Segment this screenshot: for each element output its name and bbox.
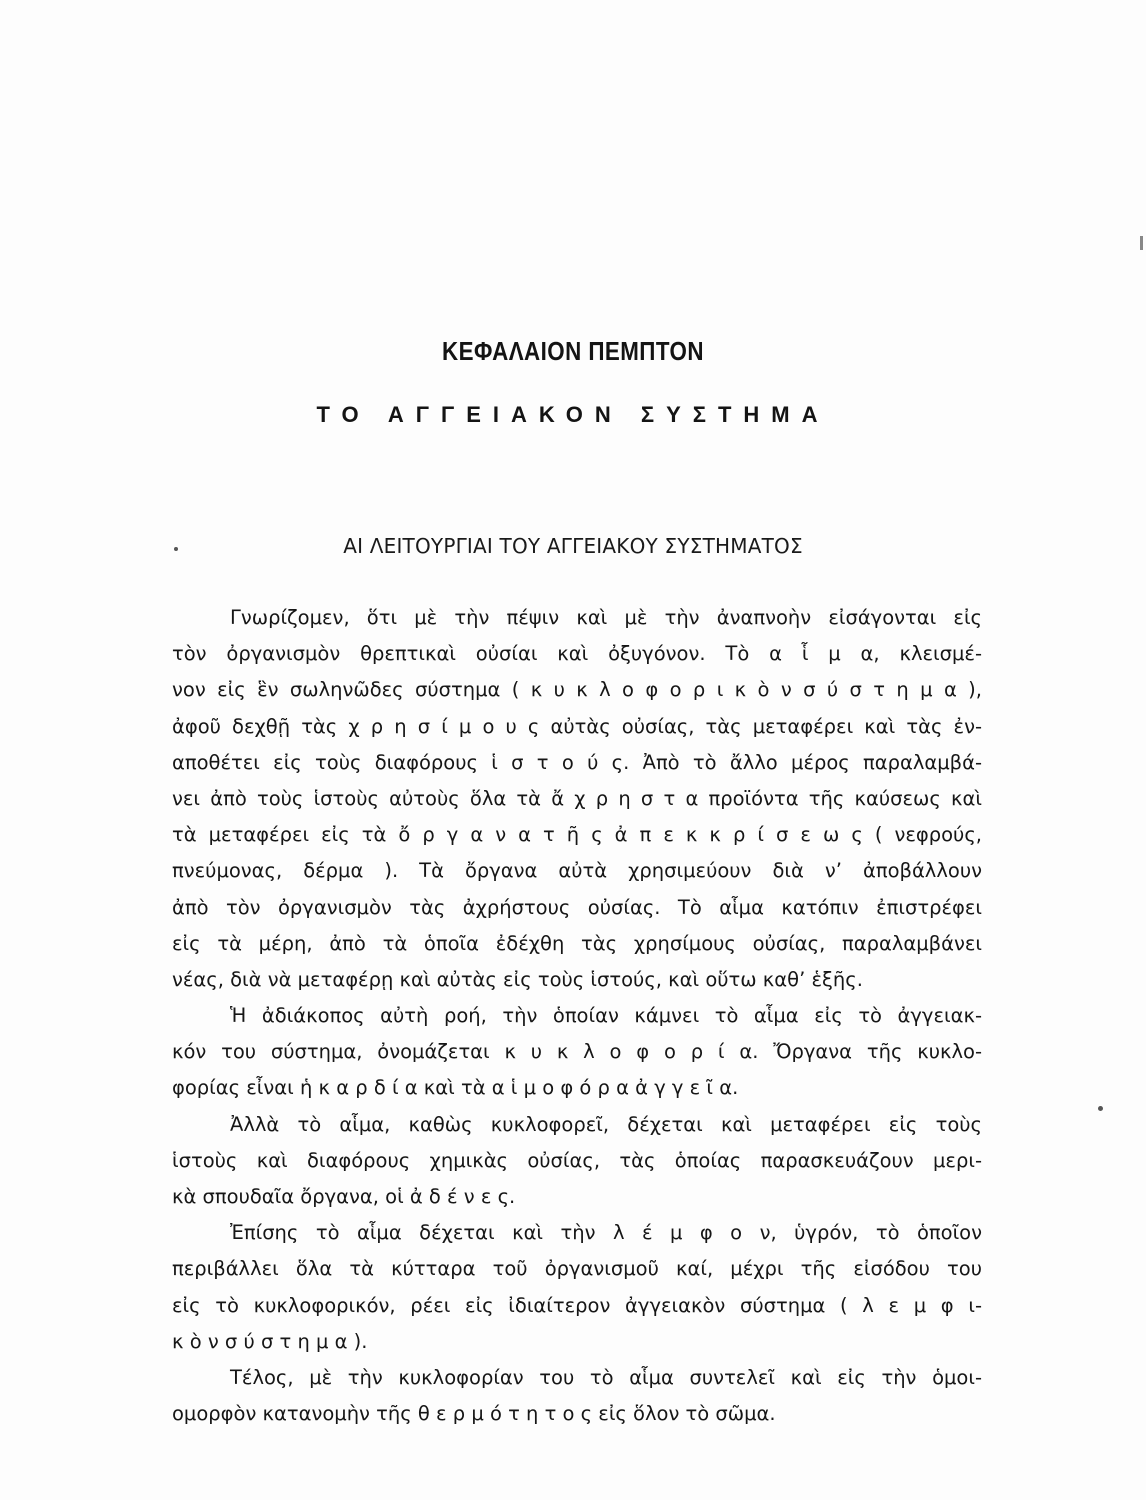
- text-line: ἀφοῦ δεχθῇ τὰς χ ρ η σ ί μ ο υ ς αὐτὰς οὐσίας, τὰς μεταφέρει καὶ τὰς ἐν-: [172, 714, 982, 738]
- page-edge-mark: [1140, 236, 1143, 250]
- chapter-title: ΚΕΦΑΛΑΙΟΝ ΠΕΜΠΤΟΝ: [442, 336, 704, 366]
- text-line: πνεύμονας, δέρμα ). Τὰ ὄργανα αὐτὰ χρησιμεύουν διὰ ν’ ἀποβάλλουν: [172, 859, 982, 883]
- text-line: εἰς τὸ κυκλοφορικόν, ρέει εἰς ἰδιαίτερον ἀγγειακὸν σύστημα ( λ ε μ φ ι-: [172, 1293, 982, 1317]
- section-title: ΤΟ ΑΓΓΕΙΑΚΟΝ ΣΥΣΤΗΜΑ: [316, 402, 830, 427]
- text-line: νει ἀπὸ τοὺς ἱστοὺς αὐτοὺς ὅλα τὰ ἄ χ ρ η σ τ α προϊόντα τῆς καύσεως καὶ: [172, 786, 982, 810]
- text-line: τὸν ὀργανισμὸν θρεπτικαὶ οὐσίαι καὶ ὀξυγόνον. Τὸ α ἷ μ α, κλεισμέ-: [172, 642, 982, 666]
- text-line: Ἀλλὰ τὸ αἷμα, καθὼς κυκλοφορεῖ, δέχεται καὶ μεταφέρει εἰς τοὺς: [230, 1112, 982, 1136]
- text-line: ἱστοὺς καὶ διαφόρους χημικὰς οὐσίας, τὰς ὁποίας παρασκευάζουν μερι-: [172, 1148, 982, 1172]
- text-line: τὰ μεταφέρει εἰς τὰ ὄ ρ γ α ν α τ ῆ ς ἀ π ε κ κ ρ ί σ ε ω ς ( νεφρούς,: [172, 823, 982, 847]
- print-speck: [1098, 1106, 1103, 1111]
- text-line: εἰς τὰ μέρη, ἀπὸ τὰ ὁποῖα ἐδέχθη τὰς χρησίμους οὐσίας, παραλαμβάνει: [172, 931, 982, 955]
- subsection-title: ΑΙ ΛΕΙΤΟΥΡΓΙΑΙ ΤΟΥ ΑΓΓΕΙΑΚΟΥ ΣΥΣΤΗΜΑΤΟΣ: [343, 534, 803, 558]
- text-line: Γνωρίζομεν, ὅτι μὲ τὴν πέψιν καὶ μὲ τὴν ἀναπνοὴν εἰσάγονται εἰς: [230, 606, 982, 629]
- body-text: [172, 600, 982, 1432]
- text-line: αποθέτει εἰς τοὺς διαφόρους ἱ σ τ ο ύ ς. Ἀπὸ τὸ ἄλλο μέρος παραλαμβά-: [172, 750, 982, 774]
- text-line: κὰ σπουδαῖα ὄργανα, οἱ ἀ δ έ ν ε ς.: [172, 1185, 516, 1208]
- text-line: φορίας εἶναι ἡ κ α ρ δ ί α καὶ τὰ α ἱ μ ο φ ό ρ α ἀ γ γ ε ῖ α.: [172, 1076, 739, 1100]
- text-line: νέας, διὰ νὰ μεταφέρῃ καὶ αὐτὰς εἰς τοὺς ἱστούς, καὶ οὕτω καθ’ ἑξῆς.: [172, 967, 863, 991]
- text-line: περιβάλλει ὅλα τὰ κύτταρα τοῦ ὀργανισμοῦ καί, μέχρι τῆς εἰσόδου του: [172, 1257, 982, 1281]
- text-line: Ἐπίσης τὸ αἷμα δέχεται καὶ τὴν λ έ μ φ ο ν, ὑγρόν, τὸ ὁποῖον: [230, 1221, 982, 1245]
- text-line: κ ὸ ν σ ύ σ τ η μ α ).: [172, 1329, 368, 1353]
- text-line: Τέλος, μὲ τὴν κυκλοφορίαν του τὸ αἷμα συντελεῖ καὶ εἰς τὴν ὁμοι-: [230, 1365, 982, 1389]
- text-line: νον εἰς ἓν σωληνῶδες σύστημα ( κ υ κ λ ο φ ο ρ ι κ ὸ ν σ ύ σ τ η μ α ),: [172, 678, 982, 702]
- text-line: ομορφὸν κατανομὴν τῆς θ ε ρ μ ό τ η τ ο ς εἰς ὅλον τὸ σῶμα.: [172, 1402, 776, 1426]
- text-line: ἀπὸ τὸν ὀργανισμὸν τὰς ἀχρήστους οὐσίας. Τὸ αἷμα κατόπιν ἐπιστρέφει: [172, 895, 982, 919]
- text-line: Ἡ ἀδιάκοπος αὐτὴ ροή, τὴν ὁποίαν κάμνει τὸ αἷμα εἰς τὸ ἀγγειακ-: [230, 1004, 982, 1028]
- text-line: κόν του σύστημα, ὀνομάζεται κ υ κ λ ο φ ο ρ ί α. Ὄργανα τῆς κυκλο-: [172, 1040, 982, 1064]
- print-speck: [174, 547, 178, 551]
